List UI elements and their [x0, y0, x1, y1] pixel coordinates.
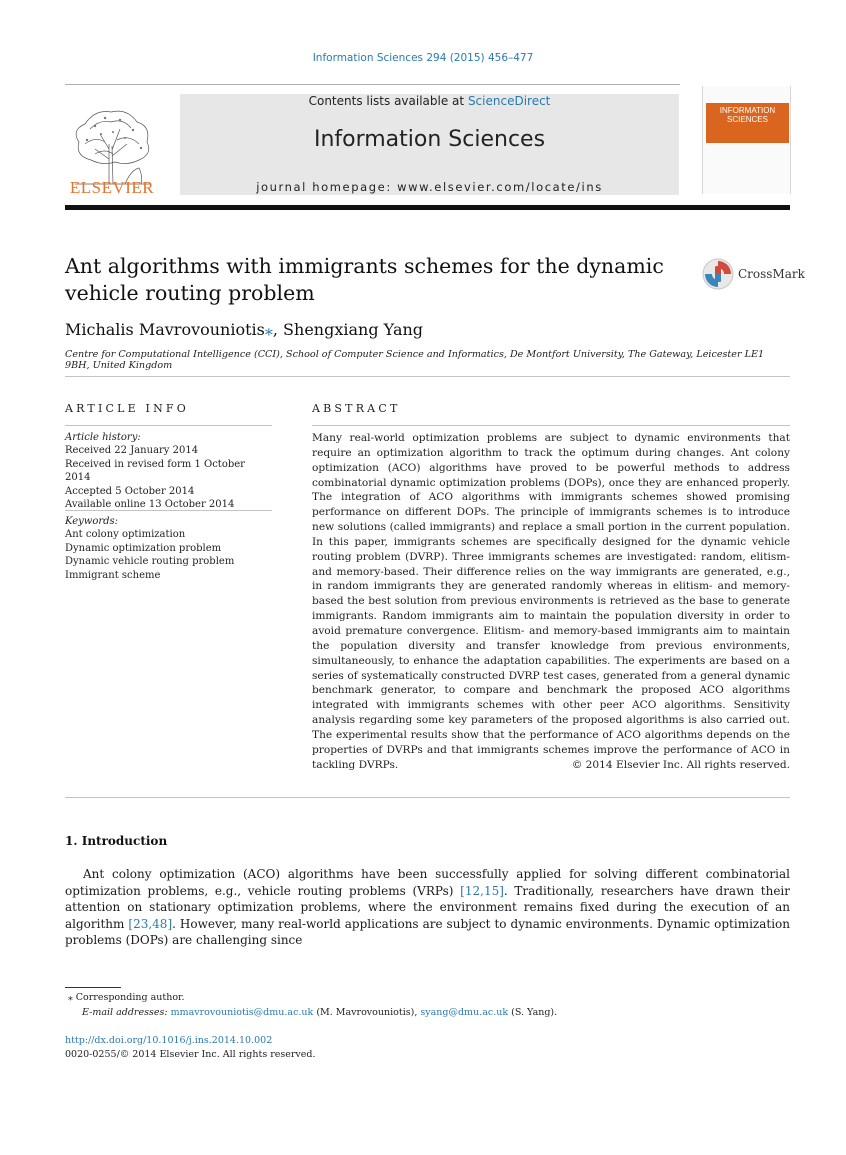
- section-heading: 1. Introduction: [65, 834, 168, 848]
- intro-text-segment: Ant colony optimization (ACO) algorithms have been successfully applied for solving different combinatorial optimization problems, e.g., vehicle routing problems (VRPs): [65, 867, 790, 898]
- history-label: Article history:: [65, 432, 141, 443]
- journal-homepage: [180, 180, 679, 194]
- keywords: [65, 515, 272, 582]
- intro-paragraph: [65, 866, 790, 949]
- footnote-corresponding-text: Corresponding author.: [75, 992, 185, 1003]
- sciencedirect-link[interactable]: ScienceDirect: [467, 94, 551, 108]
- history-item: Available online 13 October 2014: [65, 499, 235, 511]
- corresponding-author-mark[interactable]: ⁎: [264, 320, 273, 339]
- abstract-text: Many real-world optimization problems are subject to dynamic environments that require an optimization algorithm to track the optimum during changes. Ant colony optimization (ACO) algorithms have proved to be powerful methods to address combinatorial dynamic optimization problems (DOPs), once they are enhanced properly. The integration of ACO algorithms with immigrants schemes showed promising performance on different DOPs. The principle of immigrants schemes is to introduce new solutions (called immigrants) and replace a small portion in the current population. In this paper, immigrants schemes are specifically designed for the dynamic vehicle routing problem (DVRP). Three immigrants schemes are investigated: random, elitism- and memory-based. Their difference relies on the way immigrants are generated, e.g., in random immigrants they are generated randomly whereas in elitism- and memory-based the best solution from previous environments is retrieved as the base to generate immigrants. Random immigrants aim to maintain the population diversity in order to avoid premature convergence. Elitism- and memory-based immigrants aim to maintain the population diversity and transfer knowledge from previous environments, simultaneously, to enhance the adaptation capabilities. The experiments are based on a series of systematically constructed DVRP test cases, generated from a general dynamic benchmark generator, to compare and benchmark the proposed ACO algorithms integrated with immigrants schemes with other peer ACO algorithms. Sensitivity analysis regarding some key parameters of the proposed algorithms is also carried out. The experimental results show that the performance of ACO algorithms depends on the properties of DVRPs and that immigrants schemes improve the performance of ACO in tackling DVRPs.: [312, 432, 790, 771]
- article-title-line-1: Ant algorithms with immigrants schemes for the dynamic: [65, 254, 664, 278]
- keyword-item: Dynamic optimization problem: [65, 542, 222, 554]
- article-info-heading: ARTICLE INFO: [65, 402, 189, 415]
- crossmark-icon[interactable]: [702, 258, 734, 290]
- divider: [65, 510, 272, 511]
- email-owner: (S. Yang).: [508, 1007, 558, 1018]
- divider: [312, 425, 790, 426]
- header-rule: [65, 84, 680, 85]
- article-history: [65, 431, 272, 511]
- contents-line: [180, 94, 679, 108]
- footnote-mark: ⁎: [68, 992, 73, 1003]
- history-item: Accepted 5 October 2014: [65, 485, 195, 497]
- author-name: Michalis Mavrovouniotis: [65, 320, 265, 339]
- email-label: E-mail addresses:: [82, 1007, 171, 1018]
- journal-cover-title: INFORMATION SCIENCES: [719, 106, 776, 124]
- crossmark-label[interactable]: CrossMark: [738, 267, 805, 281]
- citation-link[interactable]: [23,48]: [128, 916, 173, 931]
- article-title: [65, 253, 675, 307]
- email-link[interactable]: mmavrovouniotis@dmu.ac.uk: [170, 1007, 314, 1018]
- history-item: Received in revised form 1 October 2014: [65, 458, 245, 484]
- header-thick-rule: [65, 205, 790, 210]
- intro-text-segment: . Traditionally, researchers have drawn their attention on stationary optimization problems, where the environment remains fixed during the execution of an algorithm: [65, 883, 790, 931]
- divider: [65, 376, 790, 377]
- history-item: Received 22 January 2014: [65, 445, 199, 457]
- keyword-item: Immigrant scheme: [65, 569, 161, 581]
- keywords-label: Keywords:: [65, 516, 119, 527]
- homepage-url[interactable]: www.elsevier.com/locate/ins: [397, 180, 603, 194]
- elsevier-wordmark: ELSEVIER: [69, 178, 155, 197]
- divider: [65, 425, 272, 426]
- footnote-rule: [65, 987, 121, 988]
- email-link[interactable]: syang@dmu.ac.uk: [420, 1007, 509, 1018]
- author-separator: ,: [272, 320, 284, 339]
- abstract-heading: ABSTRACT: [312, 402, 401, 415]
- doi-link[interactable]: http://dx.doi.org/10.1016/j.ins.2014.10.002: [65, 1035, 273, 1046]
- email-owner: (M. Mavrovouniotis),: [313, 1007, 421, 1018]
- intro-text-segment: . However, many real-world applications are subject to dynamic environments. Dynamic optimization problems (DOPs) are challenging since: [65, 916, 790, 947]
- issn-line: 0020-0255/© 2014 Elsevier Inc. All rights reserved.: [65, 1049, 316, 1060]
- author-affiliation: Centre for Computational Intelligence (CCI), School of Computer Science and Informatics, De Montfort University, The Gateway, Leicester LE1 9BH, United Kingdom: [65, 349, 765, 371]
- abstract-copyright: © 2014 Elsevier Inc. All rights reserved.: [571, 759, 790, 771]
- footnote-emails: [82, 1007, 557, 1018]
- keyword-item: Dynamic vehicle routing problem: [65, 556, 235, 568]
- footnote-corresponding: [68, 992, 185, 1003]
- journal-reference[interactable]: Information Sciences 294 (2015) 456–477: [312, 52, 534, 64]
- keyword-item: Ant colony optimization: [65, 529, 186, 541]
- journal-title[interactable]: Information Sciences: [313, 127, 546, 152]
- author-name: Shengxiang Yang: [283, 320, 424, 339]
- homepage-prefix: journal homepage:: [256, 180, 398, 194]
- article-title-line-2: vehicle routing problem: [65, 281, 315, 305]
- citation-link[interactable]: [12,15]: [460, 883, 504, 898]
- author-list: [65, 320, 423, 339]
- divider: [65, 797, 790, 798]
- contents-prefix: Contents lists available at: [308, 94, 468, 108]
